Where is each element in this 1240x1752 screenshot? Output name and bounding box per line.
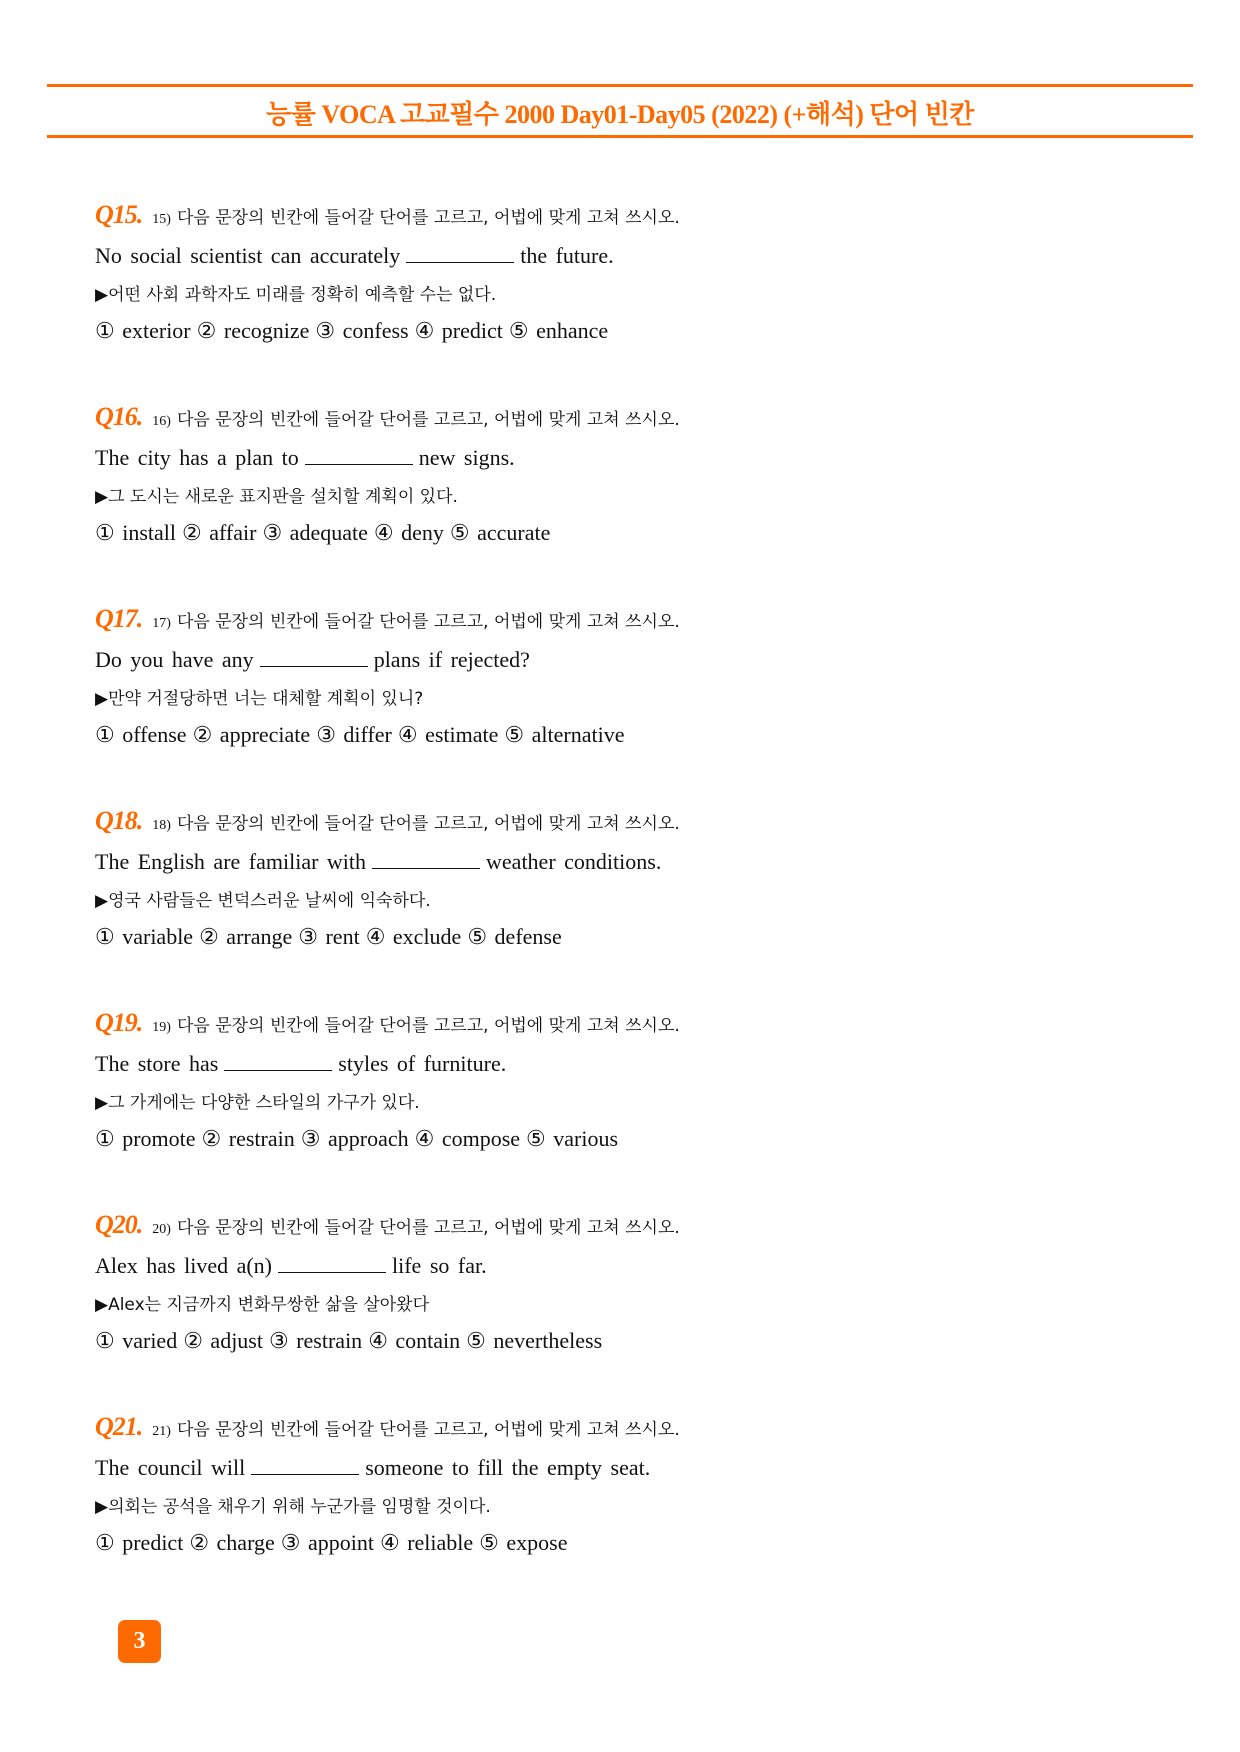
translation: ▶Alex는 지금까지 변화무쌍한 삶을 살아왔다	[95, 1295, 430, 1315]
option[interactable]: ① variable	[95, 924, 194, 949]
question-block	[95, 1412, 1145, 1556]
sentence-after: styles of furniture.	[338, 1051, 507, 1076]
option[interactable]: ① install	[95, 520, 176, 545]
option[interactable]: ⑤ various	[526, 1126, 619, 1151]
sentence-after: new signs.	[418, 445, 515, 470]
option[interactable]: ③ adequate	[262, 520, 368, 545]
option[interactable]: ① exterior	[95, 318, 191, 343]
question-instruction: 다음 문장의 빈칸에 들어갈 단어를 고르고, 어법에 맞게 고쳐 쓰시오.	[176, 208, 680, 228]
question-block	[95, 1210, 1145, 1354]
option[interactable]: ① offense	[95, 722, 187, 747]
option[interactable]: ⑤ expose	[479, 1530, 568, 1555]
answer-blank	[251, 1454, 359, 1475]
sentence-before: The city has a plan to	[95, 445, 299, 470]
answer-blank	[260, 646, 368, 667]
sentence-before: The English are familiar with	[95, 849, 367, 874]
option[interactable]: ② restrain	[201, 1126, 295, 1151]
option[interactable]: ② adjust	[183, 1328, 263, 1353]
page-title: 능률 VOCA 고교필수 2000 Day01-Day05 (2022) (+해석) 단어 빈칸	[266, 100, 974, 129]
question-number: 19)	[152, 1020, 171, 1035]
options-list	[95, 318, 1145, 344]
option[interactable]: ③ appoint	[280, 1530, 374, 1555]
question-header	[95, 806, 1145, 840]
translation: ▶영국 사람들은 변덕스러운 날씨에 익숙하다.	[95, 891, 431, 911]
option[interactable]: ③ rent	[298, 924, 360, 949]
question-sentence	[95, 1454, 1145, 1486]
option[interactable]: ② recognize	[196, 318, 310, 343]
option[interactable]: ④ predict	[414, 318, 503, 343]
answer-blank	[372, 848, 480, 869]
options-list	[95, 1126, 1145, 1152]
question-instruction: 다음 문장의 빈칸에 들어갈 단어를 고르고, 어법에 맞게 고쳐 쓰시오.	[176, 612, 680, 632]
option[interactable]: ④ contain	[368, 1328, 461, 1353]
sentence-before: The store has	[95, 1051, 219, 1076]
option[interactable]: ③ differ	[316, 722, 392, 747]
question-number: 15)	[152, 212, 171, 227]
options-list	[95, 722, 1145, 748]
option[interactable]: ⑤ nevertheless	[466, 1328, 603, 1353]
option[interactable]: ④ estimate	[397, 722, 499, 747]
options-list	[95, 1530, 1145, 1556]
question-block	[95, 806, 1145, 950]
question-label: Q17.	[95, 604, 143, 633]
option[interactable]: ③ approach	[300, 1126, 409, 1151]
question-sentence	[95, 444, 1145, 476]
question-label: Q19.	[95, 1008, 143, 1037]
option[interactable]: ③ confess	[315, 318, 409, 343]
sentence-after: plans if rejected?	[373, 647, 530, 672]
page-number-badge: 3	[118, 1620, 161, 1663]
sentence-after: weather conditions.	[486, 849, 662, 874]
option[interactable]: ① varied	[95, 1328, 178, 1353]
question-sentence	[95, 1252, 1145, 1284]
option[interactable]: ⑤ enhance	[508, 318, 609, 343]
option[interactable]: ④ compose	[414, 1126, 521, 1151]
question-header	[95, 1008, 1145, 1042]
translation: ▶어떤 사회 과학자도 미래를 정확히 예측할 수는 없다.	[95, 285, 497, 305]
question-instruction: 다음 문장의 빈칸에 들어갈 단어를 고르고, 어법에 맞게 고쳐 쓰시오.	[176, 1420, 680, 1440]
translation: ▶그 가게에는 다양한 스타일의 가구가 있다.	[95, 1093, 420, 1113]
option[interactable]: ④ deny	[373, 520, 444, 545]
option[interactable]: ⑤ accurate	[449, 520, 551, 545]
question-header	[95, 402, 1145, 436]
sentence-before: Alex has lived a(n)	[95, 1253, 272, 1278]
sentence-after: someone to fill the empty seat.	[365, 1455, 651, 1480]
header-top-rule	[47, 84, 1193, 87]
question-label: Q18.	[95, 806, 143, 835]
sentence-before: The council will	[95, 1455, 246, 1480]
option[interactable]: ④ exclude	[365, 924, 462, 949]
question-block	[95, 200, 1145, 344]
question-block	[95, 604, 1145, 748]
question-instruction: 다음 문장의 빈칸에 들어갈 단어를 고르고, 어법에 맞게 고쳐 쓰시오.	[176, 1016, 680, 1036]
sentence-before: Do you have any	[95, 647, 254, 672]
option[interactable]: ① predict	[95, 1530, 184, 1555]
options-list	[95, 1328, 1145, 1354]
question-number: 16)	[152, 414, 171, 429]
answer-blank	[305, 444, 413, 465]
question-number: 21)	[152, 1424, 171, 1439]
header-bottom-rule	[47, 135, 1193, 138]
question-header	[95, 200, 1145, 234]
option[interactable]: ④ reliable	[379, 1530, 474, 1555]
sentence-after: life so far.	[392, 1253, 487, 1278]
question-sentence	[95, 646, 1145, 678]
answer-blank	[406, 242, 514, 263]
option[interactable]: ② appreciate	[192, 722, 311, 747]
option[interactable]: ② affair	[182, 520, 257, 545]
sentence-after: the future.	[520, 243, 614, 268]
question-header	[95, 604, 1145, 638]
question-instruction: 다음 문장의 빈칸에 들어갈 단어를 고르고, 어법에 맞게 고쳐 쓰시오.	[176, 1218, 680, 1238]
question-block	[95, 1008, 1145, 1152]
question-instruction: 다음 문장의 빈칸에 들어갈 단어를 고르고, 어법에 맞게 고쳐 쓰시오.	[176, 410, 680, 430]
question-number: 20)	[152, 1222, 171, 1237]
question-header	[95, 1412, 1145, 1446]
question-header	[95, 1210, 1145, 1244]
translation: ▶만약 거절당하면 너는 대체할 계획이 있니?	[95, 689, 424, 709]
option[interactable]: ⑤ defense	[467, 924, 562, 949]
question-label: Q15.	[95, 200, 143, 229]
question-number: 17)	[152, 616, 171, 631]
options-list	[95, 924, 1145, 950]
question-sentence	[95, 848, 1145, 880]
options-list	[95, 520, 1145, 546]
question-instruction: 다음 문장의 빈칸에 들어갈 단어를 고르고, 어법에 맞게 고쳐 쓰시오.	[176, 814, 680, 834]
question-block	[95, 402, 1145, 546]
answer-blank	[224, 1050, 332, 1071]
option[interactable]: ② charge	[189, 1530, 275, 1555]
translation: ▶그 도시는 새로운 표지판을 설치할 계획이 있다.	[95, 487, 458, 507]
question-sentence	[95, 1050, 1145, 1082]
option[interactable]: ③ restrain	[268, 1328, 363, 1353]
option[interactable]: ① promote	[95, 1126, 196, 1151]
answer-blank	[278, 1252, 386, 1273]
question-label: Q16.	[95, 402, 143, 431]
sentence-before: No social scientist can accurately	[95, 243, 401, 268]
option[interactable]: ② arrange	[199, 924, 293, 949]
question-label: Q21.	[95, 1412, 143, 1441]
translation: ▶의회는 공석을 채우기 위해 누군가를 임명할 것이다.	[95, 1497, 491, 1517]
option[interactable]: ⑤ alternative	[504, 722, 625, 747]
question-number: 18)	[152, 818, 171, 833]
question-label: Q20.	[95, 1210, 143, 1239]
question-sentence	[95, 242, 1145, 274]
